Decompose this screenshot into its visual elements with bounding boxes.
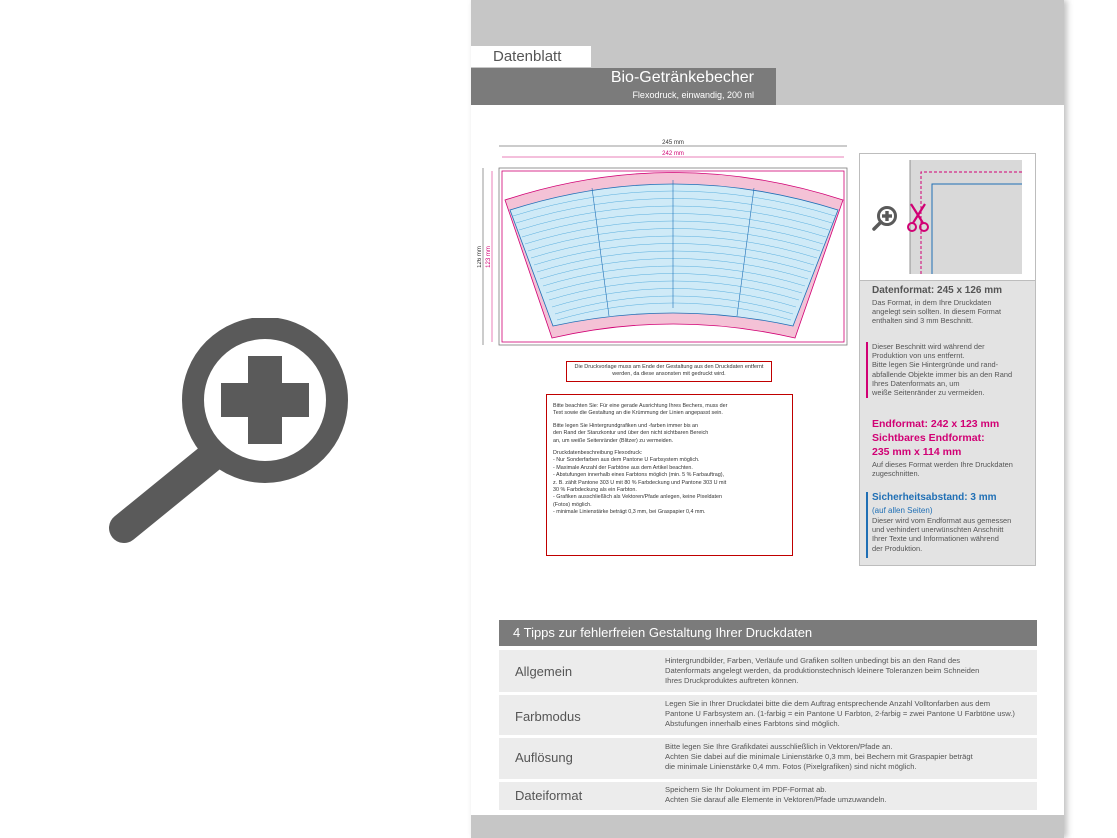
datasheet-page — [471, 0, 1064, 838]
tip-label: Auflösung — [515, 750, 573, 765]
tip-label: Allgemein — [515, 664, 573, 679]
tips-heading: 4 Tipps zur fehlerfreien Gestaltung Ihrer Druckdaten — [499, 620, 1037, 646]
data-format-title: Datenformat: 245 x 126 mm — [872, 285, 1003, 296]
end-format-title: Endformat: 242 x 123 mm — [872, 418, 1000, 430]
tip-row-general — [499, 650, 1037, 692]
doc-type-label: Datenblatt — [471, 46, 591, 67]
zoom-in-icon[interactable] — [870, 204, 900, 234]
title-bar — [471, 68, 776, 105]
tip-text: Hintergrundbilder, Farben, Verläufe und Grafiken sollten unbedingt bis an den Rand des Datenformats angelegt werden, da produktionstechnisch kleinere Toleranzen beim Schneiden Ihres Druckproduktes auftreten können. — [665, 656, 980, 685]
tip-row-file-format — [499, 782, 1037, 810]
end-format-text: Auf dieses Format werden Ihre Druckdaten zugeschnitten. — [872, 460, 1013, 479]
tip-text: Speichern Sie Ihr Dokument im PDF-Format ab. Achten Sie darauf alle Elemente in Vektoren/Pfade umzuwandeln. — [665, 785, 887, 804]
safety-margin-sub: (auf allen Seiten) — [872, 506, 933, 515]
tip-label: Farbmodus — [515, 709, 581, 724]
bleed-text: Dieser Beschnitt wird während der Produktion von uns entfernt. Bitte legen Sie Hintergründe und rand- abfallende Objekte immer bis an den Rand Ihres Datenformats an, um weiße Seitenränder zu vermeiden. — [872, 342, 1013, 398]
tip-row-resolution — [499, 738, 1037, 779]
dim-outer-width: 245 mm — [662, 140, 684, 146]
footer-band — [471, 815, 1064, 838]
visible-format-title: Sichtbares Endformat: — [872, 432, 985, 444]
visible-format-size: 235 mm x 114 mm — [872, 446, 962, 458]
zoom-in-icon[interactable] — [100, 318, 360, 550]
cup-print-template — [477, 130, 857, 355]
tip-row-color-mode — [499, 695, 1037, 735]
tip-text: Bitte legen Sie Ihre Grafikdatei ausschließlich in Vektoren/Pfade an. Achten Sie dabei auf die minimale Linienstärke 0,3 mm, bei Bechern mit Graspapier beträgt die minimale Linienstärke 0,4 mm. Fotos (Pixelgrafiken) sind nicht möglich. — [665, 742, 973, 771]
format-detail-thumbnail — [860, 154, 1035, 281]
product-subtitle: Flexodruck, einwandig, 200 ml — [632, 90, 754, 100]
template-removal-note: Die Druckvorlage muss am Ende der Gestaltung aus den Druckdaten entfernt werden, da diese ansonsten mit gedruckt wird. — [566, 361, 772, 382]
safety-margin-title: Sicherheitsabstand: 3 mm — [872, 492, 997, 503]
print-instructions-box: Bitte beachten Sie: Für eine gerade Ausrichtung Ihres Bechers, muss der Text sowie die Gestaltung an die Krümmung der Linien angepasst sein. Bitte legen Sie Hintergrundgrafiken und -farben immer bis an den Rand der Stanzkontur und über den nicht sichtbaren Bereich an, um weiße Seitenränder (Blitzer) zu vermeiden. Druckdatenbeschreibung Flexodruck: - Nur Sonderfarben aus dem Pantone U Farbsystem möglich. - Maximale Anzahl der Farbtöne aus dem Artikel beachten. - Abstufungen innerhalb eines Farbtons möglich (min. 5 % Farbauftrag), z. B. zählt Pantone 303 U mit 80 % Farbdeckung und Pantone 303 U mit 30 % Farbdeckung als ein Farbton. - Grafiken ausschließlich als Vektoren/Pfade anlegen, keine Pixeldaten (Fotos) möglich. - minimale Linienstärke beträgt 0,3 mm, bei Graspapier 0,4 mm. — [546, 394, 793, 556]
scissors-icon — [907, 201, 929, 235]
safety-margin-text: Dieser wird vom Endformat aus gemessen und verhindert unerwünschten Anschnitt Ihrer Texte und Informationen während der Produktion. — [872, 516, 1012, 553]
format-legend-panel — [859, 153, 1036, 566]
product-title: Bio-Getränkebecher — [610, 69, 754, 86]
dim-outer-height: 126 mm — [477, 246, 483, 268]
dim-inner-height: 123 mm — [486, 246, 492, 268]
tip-text: Legen Sie in Ihrer Druckdatei bitte die dem Auftrag entsprechende Anzahl Volltonfarben aus dem Pantone U Farbsystem an. (1-farbig = ein Pantone U Farbton, 2-farbig = zwei Pantone U Farbtöne usw.) Abstufungen innerhalb eines Farbtons sind möglich. — [665, 699, 1015, 728]
dim-inner-width: 242 mm — [662, 151, 684, 157]
tip-label: Dateiformat — [515, 788, 583, 803]
data-format-text: Das Format, in dem Ihre Druckdaten angelegt sein sollten. In diesem Format enthalten sind 3 mm Beschnitt. — [872, 298, 1001, 326]
